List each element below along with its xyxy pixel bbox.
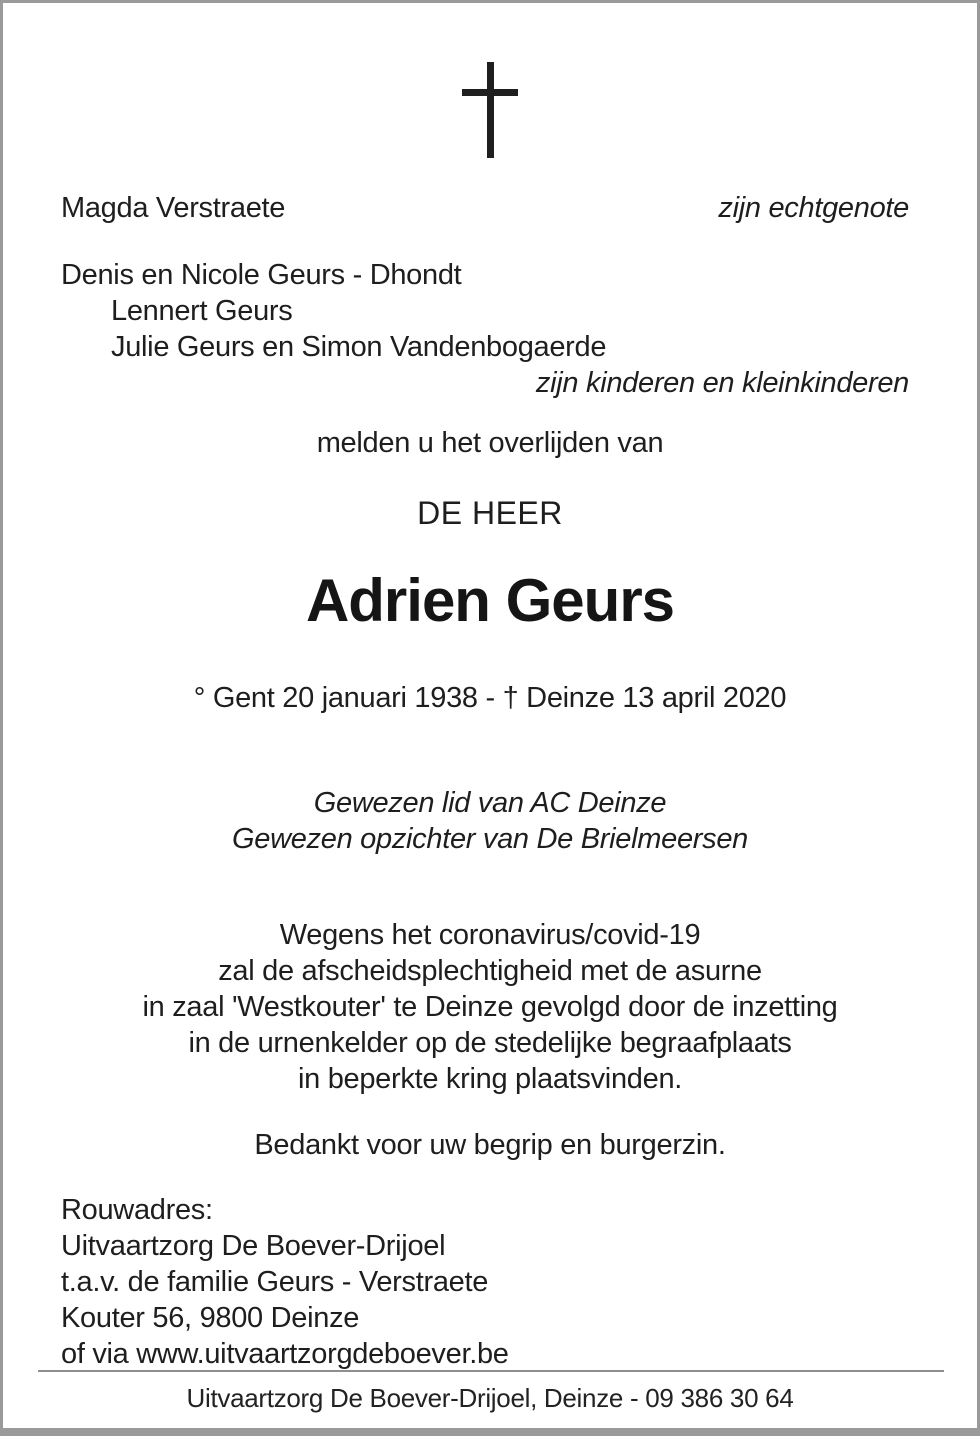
salutation: DE HEER <box>417 495 563 531</box>
address-line: Kouter 56, 9800 Deinze <box>61 1302 360 1334</box>
cross-vertical-bar <box>487 62 494 158</box>
ceremony-line: in beperkte kring plaatsvinden. <box>297 1063 683 1095</box>
ceremony-notice <box>3 917 977 1097</box>
thanks-line: Bedankt voor uw begrip en burgerzin. <box>254 1129 726 1161</box>
announcement-line: melden u het overlijden van <box>316 427 664 459</box>
ceremony-line: in de urnenkelder op de stedelijke begraafplaats <box>188 1027 792 1059</box>
deceased-name: Adrien Geurs <box>305 567 675 634</box>
footer-contact: Uitvaartzorg De Boever-Drijoel, Deinze - 09 386 30 64 <box>186 1383 794 1413</box>
membership-line: Gewezen opzichter van De Brielmeersen <box>232 823 748 855</box>
cross-horizontal-bar <box>462 89 518 96</box>
memberships-block <box>3 785 977 857</box>
family-line: Julie Geurs en Simon Vandenbogaerde <box>111 331 607 363</box>
ceremony-line: zal de afscheidsplechtigheid met de asurne <box>218 955 762 987</box>
spouse-row <box>61 190 909 226</box>
mourning-address-label: Rouwadres: <box>61 1194 213 1226</box>
family-block <box>61 257 909 401</box>
address-line: Uitvaartzorg De Boever-Drijoel <box>61 1230 446 1262</box>
cross-icon <box>462 62 518 158</box>
spouse-relation-label: zijn echtgenote <box>718 192 909 224</box>
mourning-address-block <box>61 1192 909 1372</box>
life-dates: ° Gent 20 januari 1938 - † Deinze 13 april 2020 <box>193 682 787 714</box>
membership-line: Gewezen lid van AC Deinze <box>313 787 667 819</box>
address-line: of via www.uitvaartzorgdeboever.be <box>61 1338 509 1370</box>
children-relation-label: zijn kinderen en kleinkinderen <box>535 367 909 399</box>
ceremony-line: Wegens het coronavirus/covid-19 <box>279 919 701 951</box>
ceremony-line: in zaal 'Westkouter' te Deinze gevolgd door de inzetting <box>142 991 838 1023</box>
spouse-name: Magda Verstraete <box>61 192 286 224</box>
family-line: Lennert Geurs <box>111 295 293 327</box>
address-line: t.a.v. de familie Geurs - Verstraete <box>61 1266 489 1298</box>
family-line: Denis en Nicole Geurs - Dhondt <box>61 259 462 291</box>
